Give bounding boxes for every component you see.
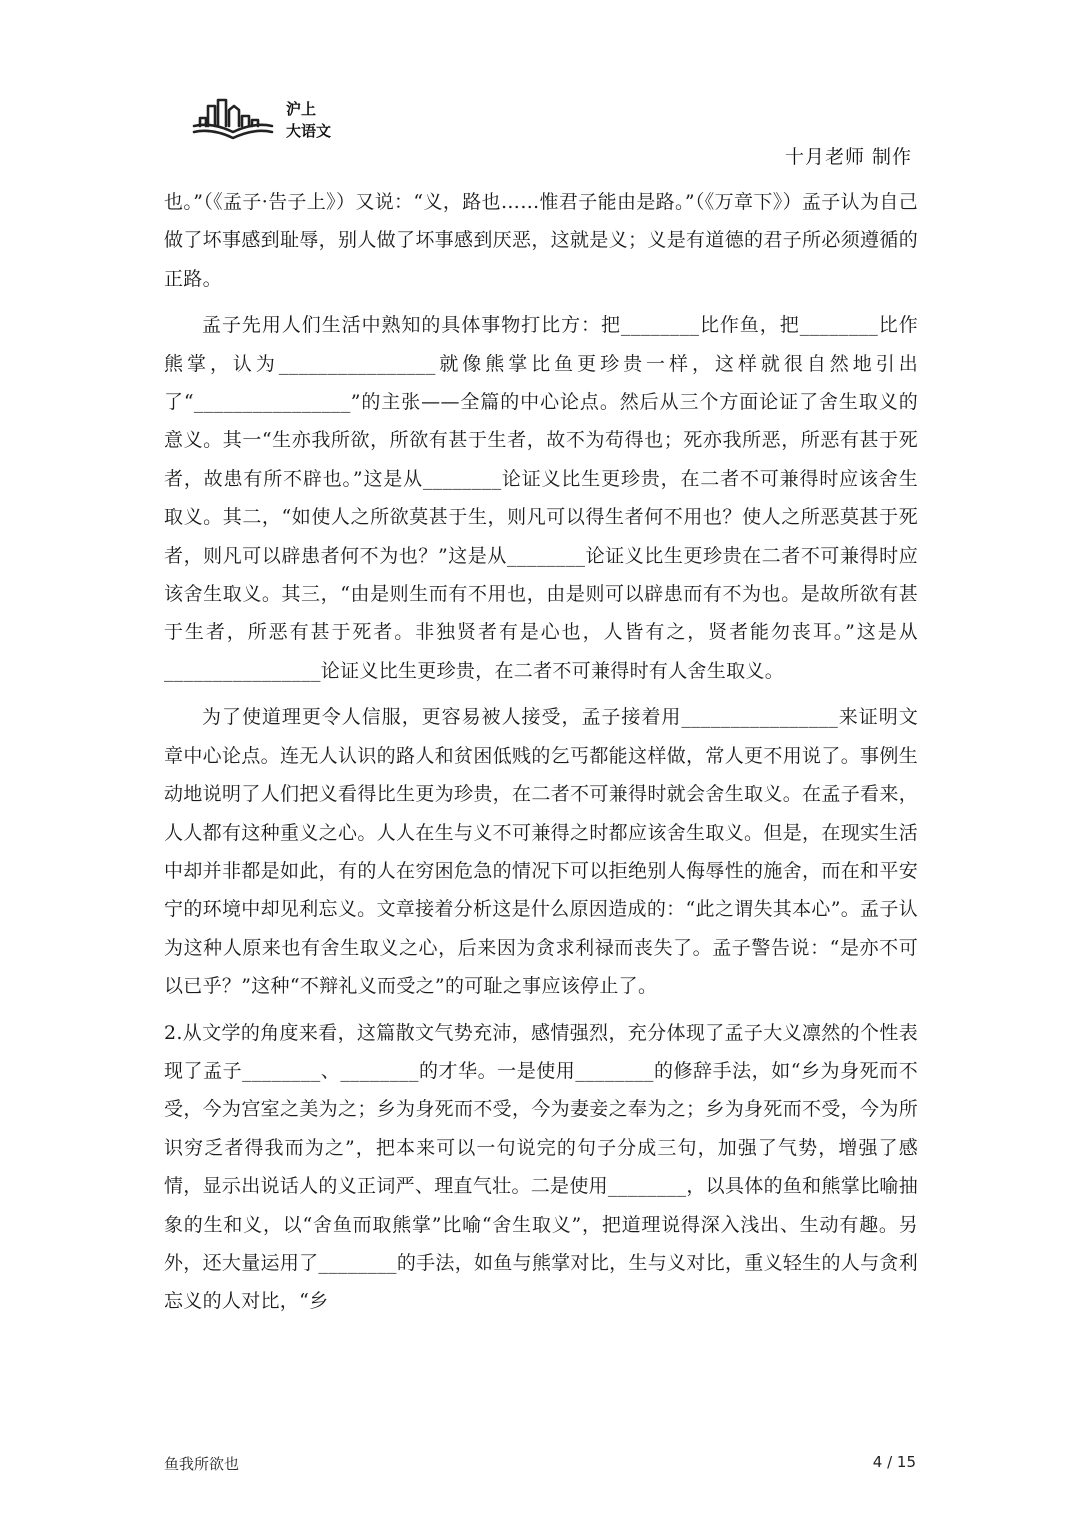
paragraph-2: 孟子先用人们生活中熟知的具体事物打比方：把________比作鱼，把________比作熊掌，认为________________就像熊掌比鱼更珍贵一样，这样就很自然地引出了“________________”的主张——全篇的中心论点。然后从三个方面论证了舍生取义的意义。其一“生亦我所欲，所欲有甚于生者，故不为苟得也；死亦我所恶，所恶有甚于死者，故患有所不辟也。”这是从________论证义比生更珍贵，在二者不可兼得时应该舍生取义。其二，“如使人之所欲莫甚于生，则凡可以得生者何不用也？使人之所恶莫甚于死者，则凡可以辟患者何不为也？”这是从________论证义比生更珍贵在二者不可兼得时应该舍生取义。其三，“由是则生而有不用也，由是则可以辟患而有不为也。是故所欲有甚于生者，所恶有甚于死者。非独贤者有是心也，人皆有之，贤者能勿丧耳。”这是从________________论证义比生更珍贵，在二者不可兼得时有人舍生取义。: [164, 314, 918, 682]
logo-text: [286, 98, 331, 142]
paragraph-1: 也。”（《孟子·告子上》）又说：“义，路也……惟君子能由是路。”（《万章下》）孟子认为自己做了坏事感到耻辱，别人做了坏事感到厌恶，这就是义；义是有道德的君子所必须遵循的正路。: [164, 191, 918, 290]
books-city-logo-icon: [190, 96, 276, 140]
footer-title: 鱼我所欲也: [164, 1455, 240, 1473]
page-number: 4 / 15: [872, 1453, 916, 1471]
document-body: [164, 183, 918, 1329]
logo-line-1: 沪上: [286, 100, 317, 118]
paragraph-3: 为了使道理更令人信服，更容易被人接受，孟子接着用________________来证明文章中心论点。连无人认识的路人和贫困低贱的乞丐都能这样做，常人更不用说了。事例生动地说明了人们把义看得比生更为珍贵，在二者不可兼得时就会舍生取义。在孟子看来，人人都有这种重义之心。人人在生与义不可兼得之时都应该舍生取义。但是，在现实生活中却并非都是如此，有的人在穷困危急的情况下可以拒绝别人侮辱性的施舍，而在和平安宁的环境中却见利忘义。文章接着分析这是什么原因造成的：“此之谓失其本心”。孟子认为这种人原来也有舍生取义之心，后来因为贪求利禄而丧失了。孟子警告说：“是亦不可以已乎？”这种“不辩礼义而受之”的可耻之事应该停止了。: [164, 706, 918, 998]
paragraph-4: 2.从文学的角度来看，这篇散文气势充沛，感情强烈，充分体现了孟子大义凛然的个性表现了孟子________、________的才华。一是使用________的修辞手法，如“乡为身死而不受，今为宫室之美为之；乡为身死而不受，今为妻妾之奉为之；乡为身死而不受，今为所识穷乏者得我而为之”，把本来可以一句说完的句子分成三句，加强了气势，增强了感情，显示出说话人的义正词严、理直气壮。二是使用________，以具体的鱼和熊掌比喻抽象的生和义，以“舍鱼而取熊掌”比喻“舍生取义”，把道理说得深入浅出、生动有趣。另外，还大量运用了________的手法，如鱼与熊掌对比，生与义对比，重义轻生的人与贪利忘义的人对比，“乡: [164, 1021, 918, 1313]
maker-credit: 十月老师 制作: [784, 146, 912, 168]
logo: [190, 96, 350, 144]
logo-line-2: 大语文: [286, 122, 332, 140]
